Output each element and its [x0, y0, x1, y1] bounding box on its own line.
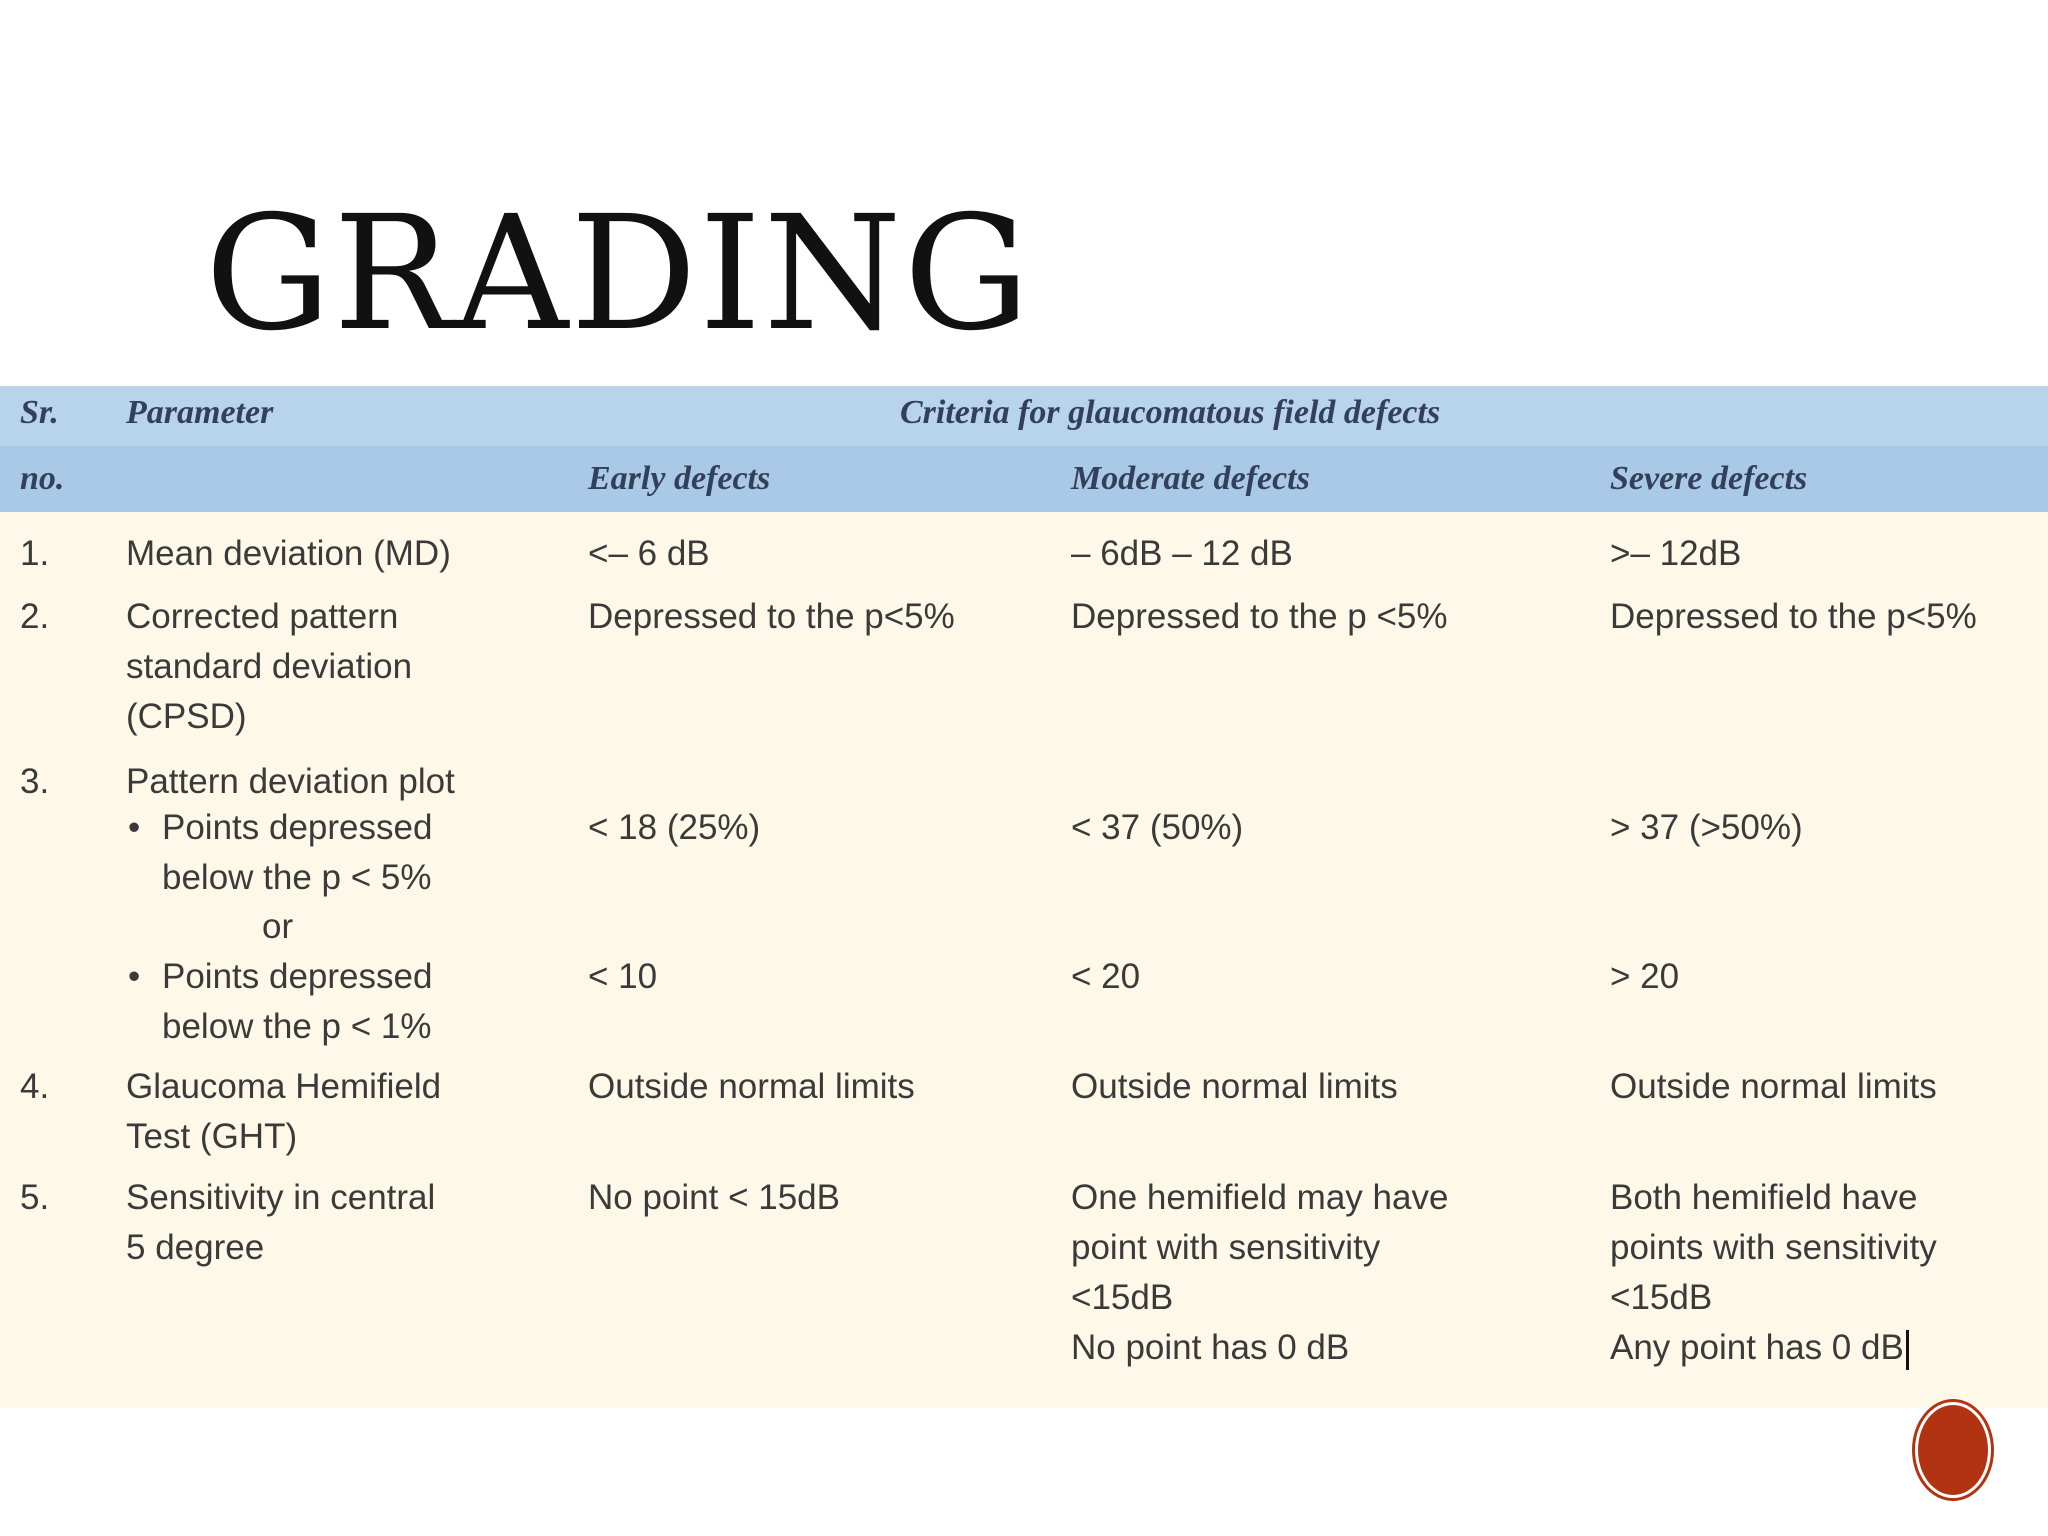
row-parameter: Mean deviation (MD) [126, 534, 451, 573]
row-parameter-line: Corrected pattern [126, 597, 399, 636]
row-parameter-line: standard deviation [126, 647, 413, 686]
sub-severe: > 20 [1610, 957, 1680, 996]
row-early: No point < 15dB [588, 1178, 840, 1217]
text-cursor [1906, 1330, 1909, 1370]
sub-early: < 10 [588, 957, 658, 996]
row-moderate: Depressed to the p <5% [1071, 597, 1448, 636]
row-early: <– 6 dB [588, 534, 710, 573]
row-parameter-line: 5 degree [126, 1228, 265, 1267]
row-number: 2. [20, 597, 50, 636]
row-early: Depressed to the p<5% [588, 597, 955, 636]
table-header-row-1 [0, 386, 2048, 446]
sub-early: < 18 (25%) [588, 808, 761, 847]
row-moderate: – 6dB – 12 dB [1071, 534, 1293, 573]
row-moderate: Outside normal limits [1071, 1067, 1398, 1106]
row-severe-line: <15dB [1610, 1278, 1713, 1317]
sub-parameter-line: below the p < 5% [162, 858, 432, 897]
row-severe: >– 12dB [1610, 534, 1742, 573]
row-parameter-line: Test (GHT) [126, 1117, 298, 1156]
sub-parameter-line: below the p < 1% [162, 1007, 432, 1046]
sub-parameter-line: • Points depressed [162, 803, 432, 853]
row-moderate-line: point with sensitivity [1071, 1228, 1381, 1267]
row-severe-line: Any point has 0 dB [1610, 1328, 1904, 1367]
row-severe-line: Both hemifield have [1610, 1178, 1918, 1217]
sub-moderate: < 37 (50%) [1071, 808, 1244, 847]
header-severe: Severe defects [1610, 460, 1808, 497]
row-parameter: Pattern deviation plot [126, 762, 455, 801]
header-no: no. [20, 460, 65, 497]
row-number: 1. [20, 534, 50, 573]
row-parameter-line: Glaucoma Hemifield [126, 1067, 442, 1106]
table-header-row-2 [0, 446, 2048, 512]
row-parameter-line: Sensitivity in central [126, 1178, 436, 1217]
row-severe: Depressed to the p<5% [1610, 597, 1977, 636]
header-criteria: Criteria for glaucomatous field defects [900, 394, 1441, 431]
row-severe-line: points with sensitivity [1610, 1228, 1937, 1267]
header-moderate: Moderate defects [1071, 460, 1310, 497]
row-moderate-line: <15dB [1071, 1278, 1174, 1317]
row-parameter-line: (CPSD) [126, 697, 247, 736]
header-parameter: Parameter [126, 394, 274, 431]
row-number: 4. [20, 1067, 50, 1106]
slide-number-badge [1918, 1405, 1988, 1495]
row-severe-last-line [1610, 1323, 1909, 1373]
row-moderate-line: No point has 0 dB [1071, 1328, 1350, 1367]
header-sr: Sr. [20, 394, 59, 431]
row-moderate-line: One hemifield may have [1071, 1178, 1449, 1217]
or-label: or [262, 907, 294, 946]
sub-severe: > 37 (>50%) [1610, 808, 1803, 847]
row-early: Outside normal limits [588, 1067, 915, 1106]
row-number: 3. [20, 762, 50, 801]
row-severe: Outside normal limits [1610, 1067, 1937, 1106]
slide-title: GRADING [205, 182, 1032, 366]
grading-table [0, 386, 2048, 1408]
row-number: 5. [20, 1178, 50, 1217]
sub-parameter-line: • Points depressed [162, 952, 432, 1002]
header-early: Early defects [588, 460, 771, 497]
sub-moderate: < 20 [1071, 957, 1141, 996]
